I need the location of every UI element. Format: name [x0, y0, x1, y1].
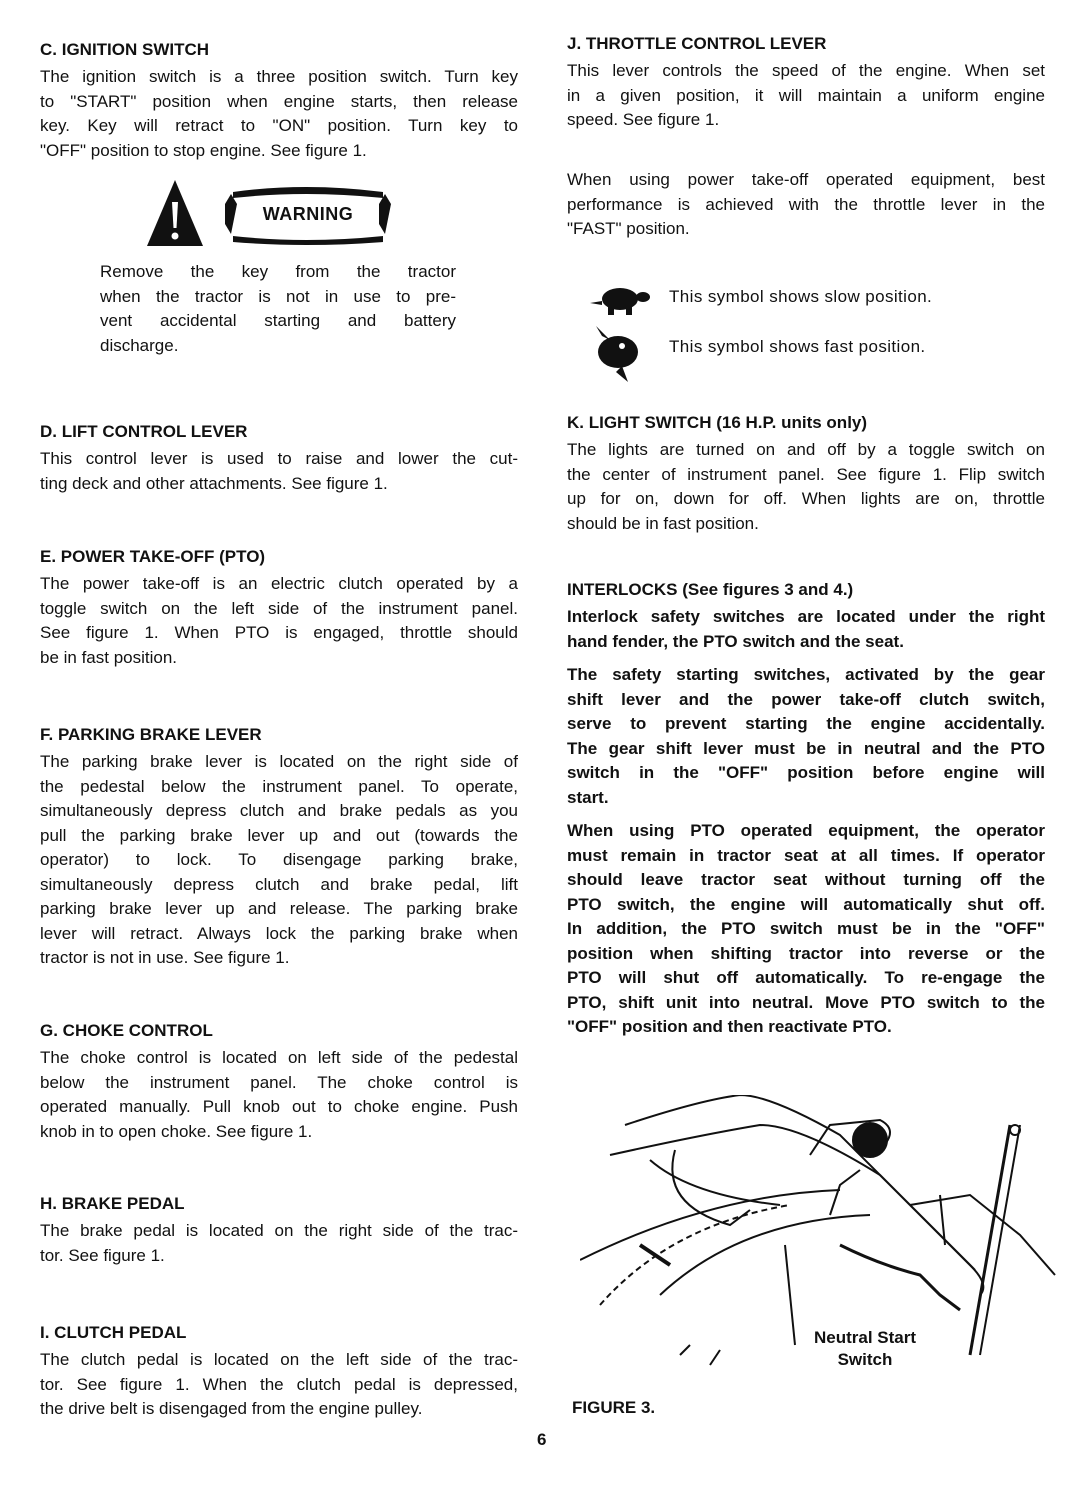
text-line: hand fender, the PTO switch and the seat.	[567, 631, 904, 651]
text-line: start.	[567, 787, 609, 807]
paragraph	[567, 663, 1045, 810]
text-line: "FAST" position.	[567, 219, 690, 238]
section-ignition-switch	[40, 38, 518, 163]
text-line: position when shifting tractor into reverse or the	[567, 943, 1045, 963]
text-line: "OFF" position to stop engine. See figure 1.	[40, 140, 367, 160]
section-heading: K. LIGHT SWITCH (16 H.P. units only)	[567, 413, 868, 432]
text-line: when the tractor is not in use to pre-	[100, 286, 456, 306]
section-heading: INTERLOCKS (See figures 3 and 4.)	[567, 580, 854, 599]
paragraph	[40, 1348, 518, 1422]
text-line: The parking brake lever is located on the right side of	[40, 752, 518, 771]
text-line: tor. See figure 1.	[40, 1245, 165, 1265]
text-line: This lever controls the speed of the engine. When set	[567, 61, 1045, 80]
text-line: The safety starting switches, activated by the gear	[567, 665, 1045, 684]
text-line: lever will retract. Always lock the parking brake when	[40, 923, 518, 943]
text-line: Interlock safety switches are located under the right	[567, 607, 1045, 626]
slow-symbol-text: This symbol shows slow position.	[669, 287, 933, 306]
paragraph	[40, 1219, 518, 1268]
section-choke-control	[40, 1019, 518, 1144]
text-line: performance is achieved with the throttle lever in the	[567, 194, 1045, 214]
text-line: PTO, shift unit into neutral. Move PTO switch to the	[567, 992, 1045, 1012]
section-power-take-off	[40, 545, 518, 670]
section-heading: J. THROTTLE CONTROL LEVER	[567, 34, 827, 53]
paragraph	[40, 1046, 518, 1144]
text-line: vent accidental starting and battery	[100, 311, 456, 330]
rabbit-icon	[592, 326, 644, 382]
section-brake-pedal	[40, 1192, 518, 1268]
text-line: "OFF" position and then reactivate PTO.	[567, 1017, 892, 1036]
text-line: in a given position, it will maintain a uniform engine	[567, 85, 1045, 105]
text-line: The lights are turned on and off by a toggle switch on	[567, 440, 1045, 459]
text-line: operator) to lock. To disengage parking brake,	[40, 850, 518, 869]
section-interlocks	[567, 578, 1045, 1040]
section-parking-brake-lever	[40, 723, 518, 971]
text-line: shift lever and the power take-off clutch switch,	[567, 689, 1045, 709]
paragraph	[567, 819, 1045, 1040]
text-line: PTO switch, the engine will automatically shut off.	[567, 894, 1045, 914]
text-line: should leave tractor seat without turning off the	[567, 870, 1045, 889]
paragraph	[40, 65, 518, 163]
figure-label-line-2: Switch	[837, 1350, 893, 1369]
text-line: must remain in tractor seat at all times. If operator	[567, 845, 1045, 865]
text-line: The power take-off is an electric clutch operated by a	[40, 574, 518, 593]
section-clutch-pedal	[40, 1321, 518, 1422]
fast-symbol-text: This symbol shows fast position.	[669, 337, 926, 356]
text-line: toggle switch on the left side of the instrument panel.	[40, 598, 518, 618]
text-line: parking brake lever up and release. The parking brake	[40, 899, 518, 918]
text-line: operated manually. Pull knob out to choke engine. Push	[40, 1097, 518, 1116]
text-line: the center of instrument panel. See figure 1. Flip switch	[567, 464, 1045, 484]
text-line: In addition, the PTO switch must be in the "OFF"	[567, 919, 1045, 938]
text-line: ting deck and other attachments. See figure 1.	[40, 473, 388, 493]
figure-label	[790, 1327, 940, 1371]
text-line: When using power take-off operated equipment, best	[567, 170, 1045, 189]
paragraph	[40, 447, 518, 496]
section-heading: E. POWER TAKE-OFF (PTO)	[40, 547, 266, 566]
section-heading: D. LIFT CONTROL LEVER	[40, 422, 248, 441]
section-lift-control-lever	[40, 420, 518, 496]
paragraph	[40, 572, 518, 670]
text-line: the pedestal below the instrument panel. To operate,	[40, 776, 518, 796]
paragraph	[567, 605, 1045, 654]
text-line: be in fast position.	[40, 647, 178, 667]
text-line: simultaneously depress clutch and brake pedals as you	[40, 801, 518, 820]
section-heading: I. CLUTCH PEDAL	[40, 1323, 187, 1342]
text-line: to "START" position when engine starts, then release	[40, 91, 518, 111]
text-line: The brake pedal is located on the right side of the trac-	[40, 1221, 518, 1240]
section-heading: F. PARKING BRAKE LEVER	[40, 725, 262, 744]
text-line: The gear shift lever must be in neutral and the PTO	[567, 738, 1045, 758]
text-line: The clutch pedal is located on the left side of the trac-	[40, 1350, 518, 1369]
text-line: The ignition switch is a three position switch. Turn key	[40, 67, 518, 86]
text-line: The choke control is located on left side of the pedestal	[40, 1048, 518, 1067]
figure-label-line-1: Neutral Start	[813, 1328, 917, 1347]
text-line: knob in to open choke. See figure 1.	[40, 1121, 313, 1141]
text-line: key. Key will retract to "ON" position. Turn key to	[40, 116, 518, 135]
turtle-icon	[590, 283, 654, 317]
section-heading: G. CHOKE CONTROL	[40, 1021, 213, 1040]
paragraph	[567, 59, 1045, 133]
section-heading: H. BRAKE PEDAL	[40, 1194, 185, 1213]
section-throttle-control-lever	[567, 32, 1045, 133]
paragraph	[40, 750, 518, 971]
text-line: switch in the "OFF" position before engine will	[567, 763, 1045, 782]
text-line: discharge.	[100, 335, 179, 355]
section-heading: C. IGNITION SWITCH	[40, 40, 210, 59]
text-line: the drive belt is disengaged from the engine pulley.	[40, 1399, 423, 1418]
text-line: should be in fast position.	[567, 513, 759, 533]
figure-caption: FIGURE 3.	[572, 1398, 656, 1417]
text-line: Remove the key from the tractor	[100, 262, 456, 281]
text-line: When using PTO operated equipment, the operator	[567, 821, 1045, 840]
text-line: pull the parking brake lever up and out (towards the	[40, 825, 518, 845]
warning-label: WARNING	[262, 204, 354, 224]
warning-symbol	[145, 178, 415, 255]
text-line: below the instrument panel. The choke control is	[40, 1072, 518, 1092]
throttle-pto-paragraph	[567, 168, 1045, 242]
text-line: up for on, down for off. When lights are on, throttle	[567, 489, 1045, 508]
text-line: serve to prevent starting the engine accidentally.	[567, 714, 1045, 733]
text-line: See figure 1. When PTO is engaged, throttle should	[40, 623, 518, 642]
text-line: tractor is not in use. See figure 1.	[40, 948, 290, 967]
page-number: 6	[537, 1430, 547, 1449]
warning-text	[100, 260, 456, 358]
text-line: This control lever is used to raise and lower the cut-	[40, 449, 518, 468]
text-line: tor. See figure 1. When the clutch pedal is depressed,	[40, 1374, 518, 1394]
section-light-switch	[567, 411, 1045, 536]
text-line: speed. See figure 1.	[567, 110, 720, 129]
paragraph	[567, 438, 1045, 536]
text-line: simultaneously depress clutch and brake pedal, lift	[40, 874, 518, 894]
text-line: PTO will shut off automatically. To re-engage the	[567, 968, 1045, 987]
